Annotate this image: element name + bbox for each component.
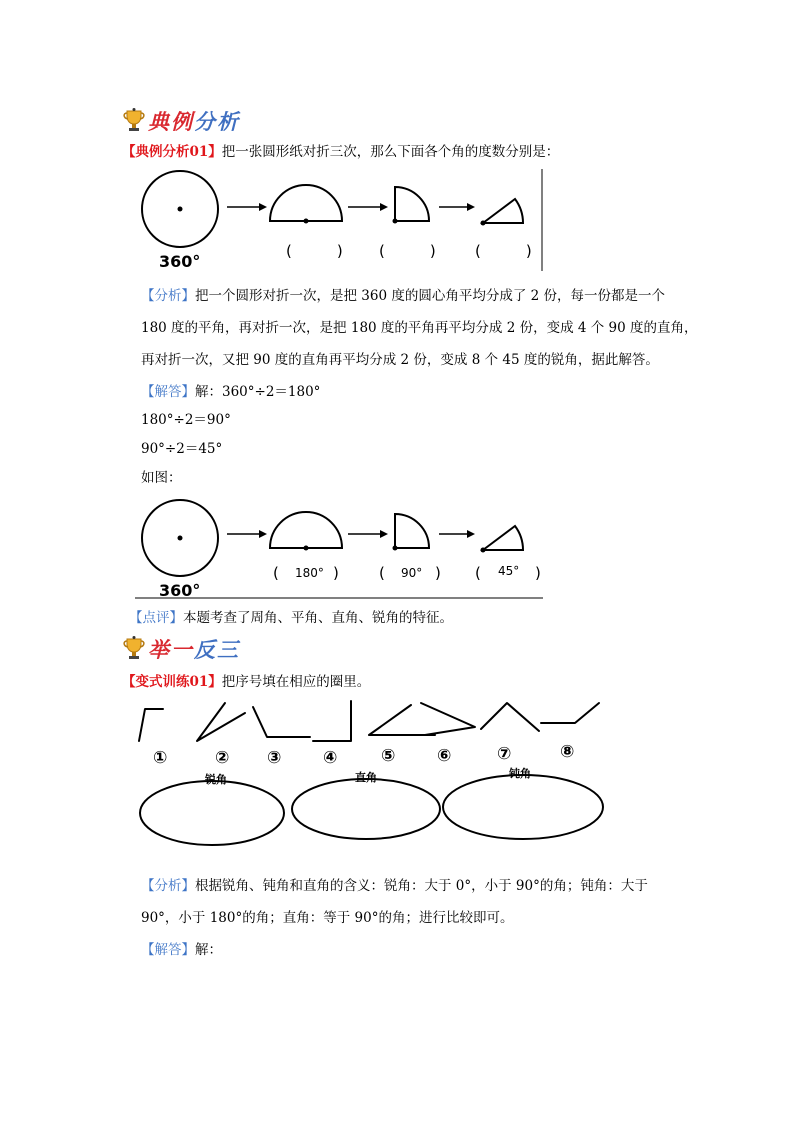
angle-8	[541, 703, 599, 723]
folding-figure-question	[135, 165, 555, 275]
practice-answer: 【解答】解：	[141, 942, 222, 958]
answer-90: 90°	[401, 566, 423, 580]
example-question	[122, 143, 559, 161]
example-answer-line-3: 90°÷2＝45°	[141, 441, 223, 457]
folding-figure-answer	[135, 494, 555, 604]
arrow-icon	[348, 530, 388, 538]
circle-center	[178, 536, 183, 541]
practice-analysis-line-1: 【分析】根据锐角、钝角和直角的含义：锐角：大于 0°，小于 90°的角；钝角：大于	[141, 878, 648, 894]
practice-analysis-line-2: 90°，小于 180°的角；直角：等于 90°的角；进行比较即可。	[141, 910, 514, 926]
number-8: ⑧	[560, 742, 575, 762]
svg-text:(: (	[273, 564, 279, 582]
analysis-tag: 【分析】	[141, 878, 195, 894]
semicircle	[270, 185, 342, 221]
number-1: ①	[153, 748, 168, 768]
angles-figure	[135, 695, 610, 855]
example-answer-line-1: 【解答】解：360°÷2＝180°	[141, 384, 321, 400]
circle-label: 360°	[159, 252, 201, 271]
section-title-example-a: 典例	[148, 109, 194, 134]
answer-45: 45°	[498, 564, 520, 578]
oval-right	[292, 779, 440, 839]
arrow-icon	[439, 530, 475, 538]
comment-tag: 【点评】	[129, 610, 183, 626]
example-analysis-line-2: 180 度的平角，再对折一次，是把 180 度的平角再平均分成 2 份，变成 4 个 90 度的直角，	[141, 320, 698, 336]
section-title-practice	[122, 634, 240, 664]
number-6: ⑥	[437, 746, 452, 766]
answer-tag: 【解答】	[141, 384, 195, 400]
arrow-icon	[227, 530, 267, 538]
oval-obtuse	[443, 775, 603, 839]
oval-label-obtuse: 钝角	[509, 767, 531, 780]
analysis-tag: 【分析】	[141, 288, 195, 304]
blank-3: ( )	[475, 242, 532, 260]
number-2: ②	[215, 748, 230, 768]
angle-2	[197, 703, 245, 741]
oval-acute	[140, 781, 284, 845]
svg-text:(: (	[475, 564, 481, 582]
example-analysis-line-1: 【分析】把一个圆形对折一次，是把 360 度的圆心角平均分成了 2 份，每一份都是一个	[141, 288, 666, 304]
practice-question-text: 把序号填在相应的圈里。	[221, 674, 371, 690]
practice-tag: 【变式训练01】	[122, 674, 222, 690]
answer-tag: 【解答】	[141, 942, 195, 958]
angle-7	[481, 703, 539, 731]
arrow-icon	[439, 203, 475, 211]
number-5: ⑤	[381, 746, 396, 766]
quarter-circle	[395, 187, 429, 221]
trophy-icon	[122, 108, 146, 134]
angle-4	[313, 701, 351, 741]
svg-text:): )	[535, 564, 541, 582]
angle-1	[139, 709, 163, 741]
circle-center	[178, 207, 183, 212]
angle-6	[421, 703, 475, 735]
example-answer-line-4: 如图：	[141, 470, 182, 486]
blank-2: ( )	[379, 242, 436, 260]
section-title-example	[122, 106, 240, 136]
section-title-practice-b: 反三	[194, 637, 240, 662]
number-7: ⑦	[497, 744, 512, 764]
eighth-circle	[483, 199, 523, 223]
arrow-icon	[227, 203, 267, 211]
quarter-circle	[395, 514, 429, 548]
number-3: ③	[267, 748, 282, 768]
semicircle	[270, 512, 342, 548]
example-analysis-line-3: 再对折一次，又把 90 度的直角再平均分成 2 份，变成 8 个 45 度的锐角，据此解答。	[141, 352, 659, 368]
practice-question	[122, 673, 370, 691]
section-title-practice-a: 举一	[148, 637, 194, 662]
blank-1: ( )	[286, 242, 343, 260]
section-title-example-b: 分析	[194, 109, 240, 134]
svg-text:): )	[333, 564, 339, 582]
arrow-icon	[348, 203, 388, 211]
angle-3	[253, 707, 310, 737]
eighth-circle	[483, 526, 523, 550]
example-tag: 【典例分析01】	[122, 144, 222, 160]
oval-label-acute: 锐角	[205, 773, 227, 786]
example-question-text: 把一张圆形纸对折三次，那么下面各个角的度数分别是：	[221, 144, 560, 160]
example-comment: 【点评】本题考查了周角、平角、直角、锐角的特征。	[129, 610, 453, 626]
example-answer-line-2: 180°÷2＝90°	[141, 412, 231, 428]
circle-label: 360°	[159, 581, 201, 600]
answer-180: 180°	[295, 566, 324, 580]
svg-text:): )	[435, 564, 441, 582]
svg-text:(: (	[379, 564, 385, 582]
angle-5	[369, 705, 435, 735]
trophy-icon	[122, 636, 146, 662]
oval-label-right: 直角	[355, 771, 377, 784]
number-4: ④	[323, 748, 338, 768]
